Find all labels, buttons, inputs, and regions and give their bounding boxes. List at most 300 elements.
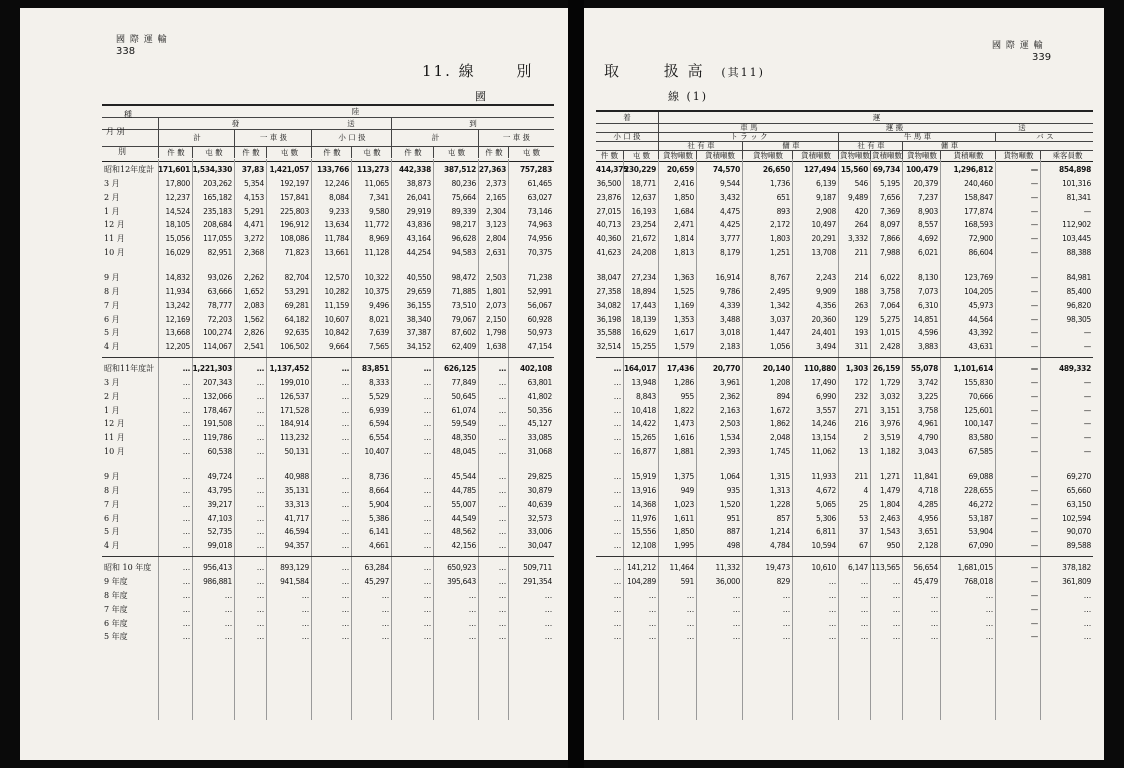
data-cell: …	[182, 527, 190, 537]
table-row	[584, 630, 1104, 643]
data-cell: 199,010	[280, 377, 309, 387]
data-cell: …	[256, 499, 264, 509]
data-cell: …	[544, 632, 552, 642]
data-cell: 1,421,057	[269, 165, 309, 174]
data-cell: —	[1030, 527, 1038, 537]
data-cell: 36,000	[715, 576, 740, 586]
data-cell: …	[301, 590, 309, 600]
data-cell: …	[423, 377, 431, 387]
data-cell: 72,203	[207, 314, 232, 324]
data-cell: 7,369	[880, 206, 900, 216]
data-cell: …	[256, 513, 264, 523]
data-cell: 6,554	[369, 433, 389, 443]
data-cell: 2,416	[674, 178, 694, 188]
data-cell: 4,475	[720, 206, 740, 216]
data-cell: …	[782, 618, 790, 628]
data-cell: 949	[680, 485, 694, 495]
data-cell: 4,596	[918, 328, 938, 338]
data-cell: 38,047	[596, 272, 621, 282]
data-cell: …	[498, 499, 506, 509]
data-cell: …	[341, 563, 349, 573]
data-cell: 40,360	[596, 234, 621, 244]
data-cell: 18,105	[165, 220, 190, 230]
data-cell: 228,655	[964, 485, 993, 495]
data-cell: 2,428	[880, 342, 900, 352]
table-row	[584, 417, 1104, 430]
table-row	[20, 484, 568, 497]
data-cell: 43,795	[207, 485, 232, 495]
data-cell: 1,221,303	[192, 364, 232, 374]
data-cell: …	[182, 576, 190, 586]
data-cell: 3,272	[244, 234, 264, 244]
data-cell: …	[341, 377, 349, 387]
row-label: 11 月	[104, 433, 125, 443]
data-cell: 67	[859, 541, 868, 551]
data-cell: 207,343	[203, 377, 232, 387]
data-cell: 2,503	[486, 272, 506, 282]
header-own-a: 社 有 車	[658, 141, 743, 150]
data-cell: 113,273	[356, 165, 389, 174]
data-cell: 41,717	[284, 513, 309, 523]
data-cell: 41,623	[596, 248, 621, 258]
data-cell: —	[1030, 272, 1038, 282]
table-row	[584, 205, 1104, 218]
data-cell: …	[423, 419, 431, 429]
table-row	[20, 390, 568, 403]
data-cell: …	[732, 632, 740, 642]
data-cell: …	[256, 419, 264, 429]
data-cell: 857	[776, 513, 790, 523]
data-cell: …	[544, 604, 552, 614]
data-cell: …	[613, 527, 621, 537]
table-row	[20, 603, 568, 616]
data-cell: …	[423, 472, 431, 481]
header-cart: 車 馬	[658, 123, 839, 132]
data-cell: 1,995	[674, 541, 694, 551]
data-cell: 361,809	[1062, 576, 1091, 586]
data-cell: 10,407	[364, 447, 389, 457]
data-cell: …	[498, 472, 506, 481]
data-cell: 78,777	[207, 300, 232, 310]
data-cell: 50,356	[527, 405, 552, 415]
data-cell: 27,363	[478, 165, 506, 174]
data-cell: …	[182, 391, 190, 401]
data-cell: …	[301, 618, 309, 628]
data-cell: 2,471	[674, 220, 694, 230]
data-cell: 37,83	[241, 165, 264, 174]
data-cell: 1,611	[674, 513, 694, 523]
data-cell: 125,601	[964, 405, 993, 415]
data-cell: —	[1083, 433, 1091, 443]
header-hire-a: 傭 車	[742, 141, 839, 150]
data-cell: …	[782, 590, 790, 600]
data-cell: 12,246	[324, 178, 349, 188]
data-cell: 1,862	[770, 419, 790, 429]
data-cell: 60,928	[527, 314, 552, 324]
data-cell: 768,018	[964, 576, 993, 586]
data-cell: 79,067	[451, 314, 476, 324]
data-cell: 4,790	[918, 433, 938, 443]
data-cell: …	[381, 590, 389, 600]
data-cell: 127,494	[803, 165, 836, 174]
data-cell: 3,758	[880, 286, 900, 296]
data-cell: 8,179	[720, 248, 740, 258]
data-cell: 1,617	[674, 328, 694, 338]
data-cell: …	[613, 377, 621, 387]
data-cell: 2,083	[244, 300, 264, 310]
data-cell: 4,153	[244, 192, 264, 202]
data-cell: 20,140	[762, 364, 790, 374]
table-row	[20, 417, 568, 430]
data-cell: 101,316	[1062, 178, 1091, 188]
data-cell: 2,463	[880, 513, 900, 523]
data-cell: 5,354	[244, 178, 264, 188]
data-cell: 263	[854, 300, 868, 310]
data-cell: 1,616	[674, 433, 694, 443]
data-cell: 50,131	[284, 447, 309, 457]
data-cell: 829	[776, 576, 790, 586]
data-cell: 27,358	[596, 286, 621, 296]
data-cell: 402,108	[519, 364, 552, 374]
unit-head: 屯 數	[508, 146, 554, 158]
data-cell: 171,601	[158, 165, 191, 174]
data-cell: …	[301, 604, 309, 614]
data-cell: 8,903	[918, 206, 938, 216]
data-cell: 12,108	[631, 541, 656, 551]
data-cell: 1,804	[880, 499, 900, 509]
data-cell: …	[1083, 632, 1091, 642]
data-cell: 35,588	[596, 328, 621, 338]
data-cell: 378,182	[1062, 563, 1091, 573]
header-group-transport: 運	[658, 112, 1094, 123]
data-cell: 53	[859, 513, 868, 523]
data-cell: 1,315	[770, 472, 790, 481]
data-cell: …	[648, 632, 656, 642]
data-cell: …	[341, 472, 349, 481]
data-cell: —	[1030, 499, 1038, 509]
table-row	[20, 340, 568, 353]
data-cell: 4,961	[918, 419, 938, 429]
data-cell: 956,413	[203, 563, 232, 573]
data-cell: 55,007	[451, 499, 476, 509]
data-cell: 168,593	[964, 220, 993, 230]
data-cell: …	[341, 576, 349, 586]
data-cell: …	[341, 604, 349, 614]
data-cell: …	[256, 563, 264, 573]
data-cell: 23,876	[596, 192, 621, 202]
data-cell: 52,735	[207, 527, 232, 537]
data-cell: 11,976	[631, 513, 656, 523]
data-cell: 45,127	[527, 419, 552, 429]
unit-head: 貨物噸數	[658, 150, 697, 161]
data-cell: …	[613, 447, 621, 457]
header-group-so: 送	[347, 118, 355, 128]
unit-head: 屯 數	[351, 146, 392, 158]
table-row	[20, 177, 568, 190]
data-cell: 7,064	[880, 300, 900, 310]
data-cell: …	[423, 447, 431, 457]
data-cell: …	[930, 590, 938, 600]
data-cell: 129	[854, 314, 868, 324]
data-cell: 13,242	[165, 300, 190, 310]
data-cell: 26,159	[872, 364, 900, 374]
data-cell: 44,564	[968, 314, 993, 324]
data-cell: 311	[854, 342, 868, 352]
data-cell: …	[301, 632, 309, 642]
table-row	[584, 498, 1104, 511]
header-group-land: 陸	[351, 107, 360, 116]
row-label: 6 月	[104, 513, 120, 523]
data-cell: 5,306	[816, 513, 836, 523]
data-cell: 7,639	[369, 328, 389, 338]
data-cell: …	[224, 632, 232, 642]
data-cell: —	[1030, 377, 1038, 387]
data-cell: 893	[776, 206, 790, 216]
data-cell: …	[860, 618, 868, 628]
unit-head: 貨積噸數	[872, 151, 902, 160]
data-cell: 37	[859, 527, 868, 537]
unit-head: 貨物噸數	[742, 150, 793, 161]
data-cell: —	[1030, 391, 1038, 401]
data-cell: 93,026	[207, 272, 232, 282]
data-cell: 44,254	[406, 248, 431, 258]
unit-head: 貨積噸數	[792, 150, 839, 161]
data-cell: …	[892, 604, 900, 614]
data-cell: 71,238	[527, 272, 552, 282]
data-cell: 63,027	[527, 192, 552, 202]
data-cell: 113,565	[871, 563, 900, 573]
data-cell: 4,672	[816, 485, 836, 495]
table-row	[20, 539, 568, 552]
data-cell: 33,006	[527, 527, 552, 537]
data-cell: 10,282	[324, 286, 349, 296]
data-cell: 74,956	[527, 234, 552, 244]
data-cell: 84,981	[1066, 272, 1091, 282]
data-cell: …	[381, 618, 389, 628]
data-cell: …	[1083, 618, 1091, 628]
data-cell: 110,880	[803, 364, 836, 374]
data-cell: —	[1030, 192, 1038, 202]
unit-head: 乘客員數	[1040, 150, 1094, 161]
table-row	[584, 326, 1104, 339]
data-cell: …	[930, 618, 938, 628]
row-label: 昭和 10 年度	[104, 563, 152, 573]
data-cell: 40,713	[596, 220, 621, 230]
data-cell: 2,541	[244, 342, 264, 352]
unit-head: 貨積噸數	[696, 150, 743, 161]
data-cell: 67,090	[968, 541, 993, 551]
data-cell: …	[985, 618, 993, 628]
data-cell: 4,956	[918, 513, 938, 523]
data-cell: 6,147	[848, 563, 868, 573]
data-cell: 188	[854, 286, 868, 296]
row-label: 8 月	[104, 485, 120, 495]
data-cell: 2,804	[486, 234, 506, 244]
data-cell: 1,881	[674, 447, 694, 457]
data-cell: 59,549	[451, 419, 476, 429]
data-cell: …	[341, 447, 349, 457]
data-cell: …	[182, 590, 190, 600]
table-row	[584, 218, 1104, 231]
data-cell: 2,495	[770, 286, 790, 296]
data-cell: 1,353	[674, 314, 694, 324]
data-cell: 82,951	[207, 248, 232, 258]
unit-head: 件 數	[158, 146, 193, 158]
data-cell: 1,534	[720, 433, 740, 443]
data-cell: 3,742	[918, 377, 938, 387]
section-rule	[102, 357, 554, 358]
header-haul: 運 搬	[885, 123, 904, 132]
data-cell: 2,393	[720, 447, 740, 457]
table-subtitle-right: 線 (1)	[668, 90, 709, 103]
data-cell: 1,056	[770, 342, 790, 352]
data-cell: …	[613, 632, 621, 642]
data-cell: 420	[854, 206, 868, 216]
data-cell: …	[828, 618, 836, 628]
data-cell: …	[892, 590, 900, 600]
data-cell: …	[1083, 604, 1091, 614]
data-cell: 7,866	[880, 234, 900, 244]
row-label: 5 年度	[104, 632, 128, 642]
data-cell: 211	[854, 472, 868, 481]
title-part: 11. 線	[422, 62, 476, 80]
data-cell: 113,232	[280, 433, 309, 443]
data-cell: …	[498, 618, 506, 628]
row-label: 8 年度	[104, 590, 128, 600]
data-cell: 216	[854, 419, 868, 429]
data-cell: 232	[854, 391, 868, 401]
data-cell: 102,594	[1062, 513, 1091, 523]
table-row	[584, 362, 1104, 375]
data-cell: …	[256, 632, 264, 642]
data-cell: 395,643	[447, 576, 476, 586]
data-cell: …	[892, 632, 900, 642]
data-cell: 1,822	[674, 405, 694, 415]
data-cell: 29,919	[406, 206, 431, 216]
data-cell: 92,635	[284, 328, 309, 338]
data-cell: —	[1030, 178, 1038, 188]
data-cell: 11,159	[324, 300, 349, 310]
data-cell: 31,068	[527, 447, 552, 457]
data-cell: …	[256, 618, 264, 628]
data-cell: 8,084	[329, 192, 349, 202]
table-row	[20, 362, 568, 375]
data-cell: 45,973	[968, 300, 993, 310]
data-cell: 126,537	[280, 391, 309, 401]
data-cell: 1,015	[880, 328, 900, 338]
data-cell: 43,631	[968, 342, 993, 352]
data-cell: 52,991	[527, 286, 552, 296]
data-cell: 71,885	[451, 286, 476, 296]
table-row	[20, 498, 568, 511]
data-cell: 44,785	[451, 485, 476, 495]
data-cell: …	[182, 433, 190, 443]
data-cell: 8,097	[880, 220, 900, 230]
data-cell: 1,525	[674, 286, 694, 296]
data-cell: 1,169	[674, 300, 694, 310]
data-cell: …	[182, 364, 190, 374]
data-cell: 3,032	[880, 391, 900, 401]
data-cell: …	[423, 563, 431, 573]
header-group-hatsu: 發	[158, 117, 312, 129]
data-cell: 11,934	[165, 286, 190, 296]
data-cell: …	[423, 433, 431, 443]
unit-head: 件 數	[478, 146, 509, 158]
data-cell: …	[613, 604, 621, 614]
data-cell: 1,313	[770, 485, 790, 495]
data-cell: 89,588	[1066, 541, 1091, 551]
data-cell: 1,850	[674, 527, 694, 537]
data-cell: 1,137,452	[269, 364, 309, 374]
unit-head: 件 數	[391, 146, 434, 158]
data-cell: …	[256, 377, 264, 387]
data-cell: 69,281	[284, 300, 309, 310]
data-cell: 7,073	[918, 286, 938, 296]
data-cell: 27,015	[596, 206, 621, 216]
table-row	[20, 575, 568, 588]
data-cell: …	[686, 618, 694, 628]
data-cell: 414,375	[596, 165, 629, 174]
data-cell: 3,018	[720, 328, 740, 338]
data-cell: 87,602	[451, 328, 476, 338]
data-cell: …	[613, 618, 621, 628]
data-cell: 2,503	[720, 419, 740, 429]
data-cell: 9,187	[816, 192, 836, 202]
data-cell: …	[341, 618, 349, 628]
data-cell: …	[930, 604, 938, 614]
data-cell: 3,037	[770, 314, 790, 324]
data-cell: 3,883	[918, 342, 938, 352]
data-cell: 12,169	[165, 314, 190, 324]
data-cell: …	[341, 485, 349, 495]
data-cell: 83,851	[361, 364, 389, 374]
data-cell: …	[423, 391, 431, 401]
data-cell: —	[1030, 300, 1038, 310]
data-cell: 240,460	[964, 178, 993, 188]
data-cell: —	[1083, 328, 1091, 338]
table-row	[20, 163, 568, 176]
table-row	[20, 313, 568, 326]
data-cell: 117,055	[203, 234, 232, 244]
data-cell: …	[224, 590, 232, 600]
data-cell: 177,874	[964, 206, 993, 216]
data-cell: 20,291	[811, 234, 836, 244]
data-cell: 11,332	[715, 563, 740, 573]
data-cell: …	[613, 563, 621, 573]
title-rest: 扱 高	[663, 62, 705, 80]
header-sub-parcel-a: 小 口 扱	[311, 129, 392, 146]
data-cell: 141,212	[627, 563, 656, 573]
data-cell: 36,155	[406, 300, 431, 310]
data-cell: …	[498, 419, 506, 429]
data-cell: 442,338	[398, 165, 431, 174]
data-cell: 11,065	[364, 178, 389, 188]
data-cell: 6,811	[816, 527, 836, 537]
data-cell: 15,556	[631, 527, 656, 537]
data-cell: …	[544, 618, 552, 628]
data-cell: …	[423, 364, 431, 374]
data-cell: 99,018	[207, 541, 232, 551]
data-cell: 17,490	[811, 377, 836, 387]
data-cell: …	[828, 604, 836, 614]
row-label: 1 月	[104, 206, 120, 216]
data-cell: 119,786	[203, 433, 232, 443]
data-cell: 1,652	[244, 286, 264, 296]
data-cell: 100,147	[964, 419, 993, 429]
data-cell: 98,472	[451, 272, 476, 282]
table-row	[20, 630, 568, 643]
data-cell: 509,711	[523, 563, 552, 573]
